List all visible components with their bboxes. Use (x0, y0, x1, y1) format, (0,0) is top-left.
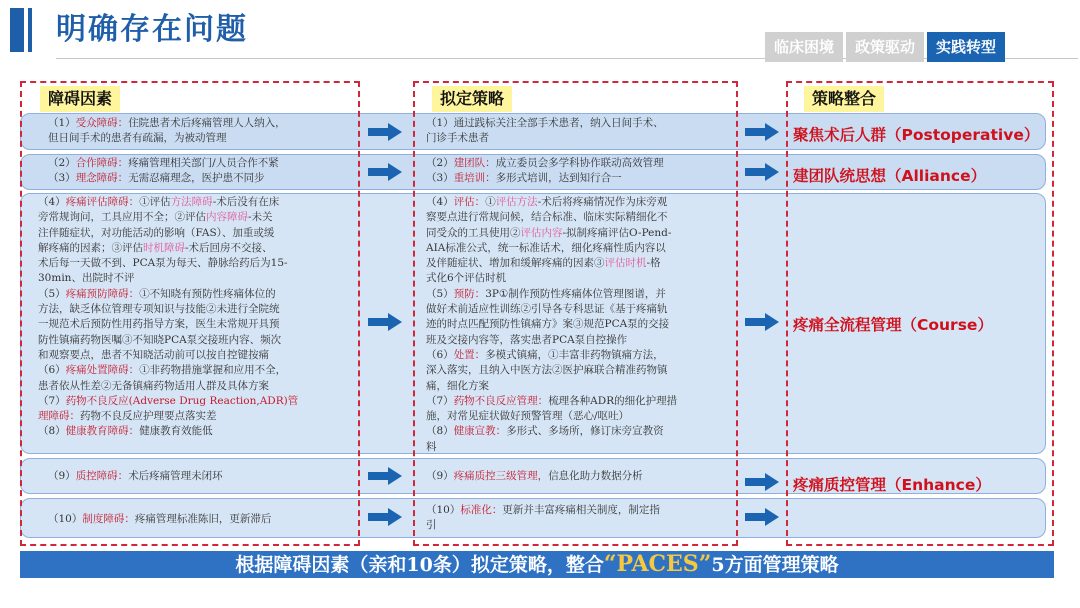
arrow-right-icon (745, 473, 779, 491)
obstacle-1 (48, 116, 286, 147)
obstacle-text: -术后没有在床 旁常规询问，工具应用不全；②评估 (38, 196, 280, 224)
strategy-highlight: 评估时机 (604, 257, 647, 270)
arrow-right-icon (745, 163, 779, 181)
strategy-number: （6） (426, 348, 454, 361)
obstacle-number: （10） (48, 513, 83, 525)
strategy-text: ① (485, 196, 496, 208)
obstacle-tag: 疼痛处置障碍： (65, 364, 140, 377)
strategy-tag: 重培训： (453, 172, 496, 185)
obstacle-text: ①不知晓有预防性疼痛体位的 方法，缺乏体位管理专项知识与技能②未进行全院统 一规范术后预防性用药指导方案，医生未常规开具预 防性镇痛药物医嘱③不知晓PCA泵交接班内容、频次 和观察要点，患者不知晓活动前可以按自控键按痛 (38, 287, 282, 361)
obstacle-10 (48, 512, 271, 527)
tab-practice-transformation[interactable]: 实践转型 (927, 32, 1005, 62)
strategy-tag: 标准化： (460, 504, 503, 516)
obstacle-tag: 合作障碍： (75, 157, 129, 169)
title-accent-bar (10, 8, 24, 52)
obstacle-tag: 疼痛评估障碍： (65, 196, 140, 208)
strategy-text: 更新并丰富疼痛相关制度，制定指 引 (426, 504, 660, 532)
obstacles-header: 障碍因素 (40, 86, 120, 112)
strategy-text: -格 式化6个评估时机 (426, 257, 661, 285)
obstacle-text: -术后回房不交接、 术后每一天做不到、PCA泵为每天、静脉给药后为15- 30min、出院时不评 (38, 241, 288, 285)
obstacle-number: （7） (38, 394, 66, 407)
strategy-tag: 评估： (453, 196, 486, 208)
strategy-highlight: 评估方法 (495, 196, 538, 208)
result-postoperative: 聚焦术后人群（Postoperative） (793, 126, 1040, 144)
summary-banner (20, 551, 1054, 578)
obstacle-highlight: 时机障碍 (143, 241, 185, 254)
arrow-right-icon (368, 123, 402, 141)
strategy-tag: 建团队： (453, 157, 496, 169)
strategy-text: 多模式镇痛，①丰富非药物镇痛方法， 深入落实，且纳入中医方法②医护麻联合精准药物镇 痛，细化方案 (426, 348, 668, 392)
integration-header: 策略整合 (804, 86, 884, 112)
obstacle-text: 住院患者术后疼痛管理人人纳入， 但日间手术的患者有疏漏，为被动管理 (48, 117, 286, 145)
arrow-right-icon (745, 123, 779, 141)
strategy-number: （4） (426, 196, 454, 208)
obstacle-number: （4） (38, 196, 66, 208)
section-tabs (762, 32, 1005, 62)
strategy-tag: 疼痛质控三级管理， (453, 470, 549, 482)
summary-brand: “PACES” (603, 551, 712, 577)
strategy-text: -拟制疼痛评估O-Pend- AIA标准公式，统一标准话术，细化疼痛性质内容以 及伴随症状、增加和缓解疼痛的因素③ (426, 226, 672, 270)
strategy-number: （10） (426, 504, 461, 516)
obstacle-tag: 质控障碍： (75, 470, 129, 482)
obstacle-text: 术后疼痛管理未闭环 (128, 470, 223, 482)
arrow-right-icon (368, 163, 402, 181)
obstacle-text: 健康教育效能低 (139, 425, 213, 438)
obstacle-tag: 理念障碍： (75, 172, 129, 185)
strategy-text: 3P①制作预防性疼痛体位管理图谱，并 做好术前适应性训练②引导各专科思证《基于疼痛轨 迹的时点匹配预防性镇痛方》案③规范PCA泵的交接 班及交接内容等，落实患者PCA泵自控操作 (426, 287, 670, 346)
strategy-9 (426, 469, 643, 484)
obstacle-number: （3） (48, 172, 76, 185)
arrow-right-icon (368, 508, 402, 526)
arrow-right-icon (368, 467, 402, 485)
obstacle-tag: 制度障碍： (82, 513, 135, 525)
strategy-tag: 健康宣教： (453, 425, 507, 438)
strategy-number: （3） (426, 172, 454, 185)
strategy-number: （5） (426, 287, 454, 300)
obstacle-tag: 疼痛预防障碍： (65, 287, 140, 300)
obstacle-4-8 (38, 195, 358, 440)
strategy-number: （2） (426, 157, 454, 169)
obstacle-tag: 药物不良反应(Adverse Drug Reaction,ADR)管 理障碍： (38, 394, 299, 423)
obstacle-text: ①非药物措施掌握和应用不全， 患者依从性差②无备镇痛药物适用人群及具体方案 (38, 364, 287, 392)
obstacle-tag: 受众障碍： (75, 117, 129, 129)
obstacle-number: （8） (38, 425, 66, 438)
obstacle-text: 药物不良反应护理要点落实差 (80, 410, 217, 423)
tab-policy-driven[interactable]: 政策驱动 (846, 32, 924, 62)
obstacle-text: 疼痛管理标准陈旧，更新滞后 (134, 513, 272, 525)
strategy-text: 多形式、多场所，修订床旁宣教资 料 (426, 425, 664, 453)
strategy-number: （8） (426, 425, 454, 438)
obstacle-text: 疼痛管理相关部门/人员合作不紧 (128, 157, 279, 169)
strategy-text: -术后将疼痛情况作为床旁观 察要点进行常规问候，结合标准、临床实际精细化不 同受众的工具使用② (426, 196, 668, 239)
strategy-4-8 (426, 195, 736, 455)
strategy-text: 多形式培训，达到知行合一 (495, 172, 622, 185)
strategy-highlight: 评估内容 (520, 226, 563, 239)
strategy-10 (426, 503, 660, 534)
obstacle-number: （2） (48, 157, 76, 169)
obstacle-text: 无需忍痛理念，医护患不同步 (128, 172, 265, 185)
tab-clinical-dilemma[interactable]: 临床困境 (765, 32, 843, 62)
strategy-tag: 处置： (453, 348, 486, 361)
result-enhance: 疼痛质控管理（Enhance） (793, 476, 991, 494)
strategy-2-3 (426, 156, 664, 187)
arrow-right-icon (745, 313, 779, 331)
strategy-tag: 药物不良反应管理： (453, 394, 549, 407)
obstacle-9 (48, 469, 223, 484)
title-accent-bar-thin (28, 8, 32, 52)
strategy-number: （7） (426, 394, 454, 407)
strategies-header: 拟定策略 (432, 86, 512, 112)
result-course: 疼痛全流程管理（Course） (793, 316, 993, 334)
obstacle-number: （1） (48, 117, 76, 129)
strategy-1: （1）通过践标关注全部手术患者，纳入日间手术、 门诊手术患者 (426, 117, 664, 145)
obstacle-tag: 健康教育障碍： (65, 425, 140, 438)
obstacle-number: （9） (48, 470, 76, 482)
obstacle-number: （6） (38, 364, 66, 377)
strategy-tag: 预防： (453, 287, 486, 300)
obstacle-text: -未关 注伴随症状，对功能活动的影响（FAS）、加重或缓 解疼痛的因素；③评估 (38, 211, 275, 254)
page-title: 明确存在问题 (56, 12, 248, 47)
obstacle-text: ①评估 (139, 196, 171, 208)
strategy-text: 梳理各种ADR的细化护理措 施，对常见症状做好预警管理（恶心/呕吐） (426, 394, 678, 423)
strategy-number: （9） (426, 470, 454, 482)
obstacle-highlight: 内容障碍 (206, 211, 248, 224)
arrow-right-icon (368, 313, 402, 331)
strategy-text: 成立委员会多学科协作联动高效管理 (495, 157, 664, 169)
arrow-right-icon (745, 508, 779, 526)
summary-text: 根据障碍因素（亲和10条）拟定策略，整合 (235, 554, 604, 576)
result-alliance: 建团队统思想（Alliance） (793, 167, 987, 185)
obstacle-number: （5） (38, 287, 66, 300)
summary-text-end: 5方面管理策略 (711, 554, 839, 576)
obstacle-2-3 (48, 156, 279, 187)
obstacle-highlight: 方法障碍 (170, 196, 213, 208)
strategy-text: 信息化助力数据分析 (548, 470, 643, 482)
